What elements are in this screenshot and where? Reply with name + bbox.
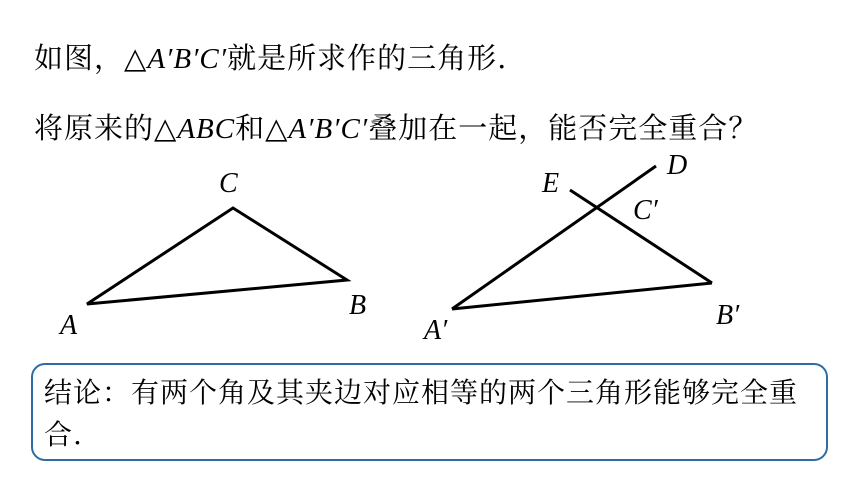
- triangle-abc-label: ABC: [177, 113, 236, 145]
- point-d-label: D: [667, 150, 688, 181]
- vertex-c-prime-label: C′: [633, 195, 658, 226]
- triangle-abc: [87, 208, 347, 304]
- line1-suffix: 就是所求作的三角形.: [227, 41, 508, 75]
- line2-suffix: 叠加在一起，能否完全重合？: [368, 111, 759, 145]
- line1-prefix: 如图，△: [34, 41, 148, 75]
- vertex-c-label: C: [219, 168, 238, 199]
- side-a-prime-b-prime: [452, 283, 712, 309]
- line2-prefix: 将原来的△: [34, 111, 178, 145]
- point-e-label: E: [542, 168, 560, 199]
- conclusion-text: 结论：有两个角及其夹边对应相等的两个三角形能够完全重合.: [44, 376, 799, 451]
- vertex-a-prime-label: A′: [424, 315, 448, 346]
- line2-mid: 和△: [235, 111, 289, 145]
- triangle-a-prime-label: A′B′C′: [288, 113, 369, 145]
- vertex-b-prime-label: B′: [716, 300, 740, 331]
- triangle-label: A′B′C′: [147, 43, 228, 75]
- vertex-b-label: B: [349, 290, 367, 321]
- vertex-a-label: A: [60, 310, 78, 341]
